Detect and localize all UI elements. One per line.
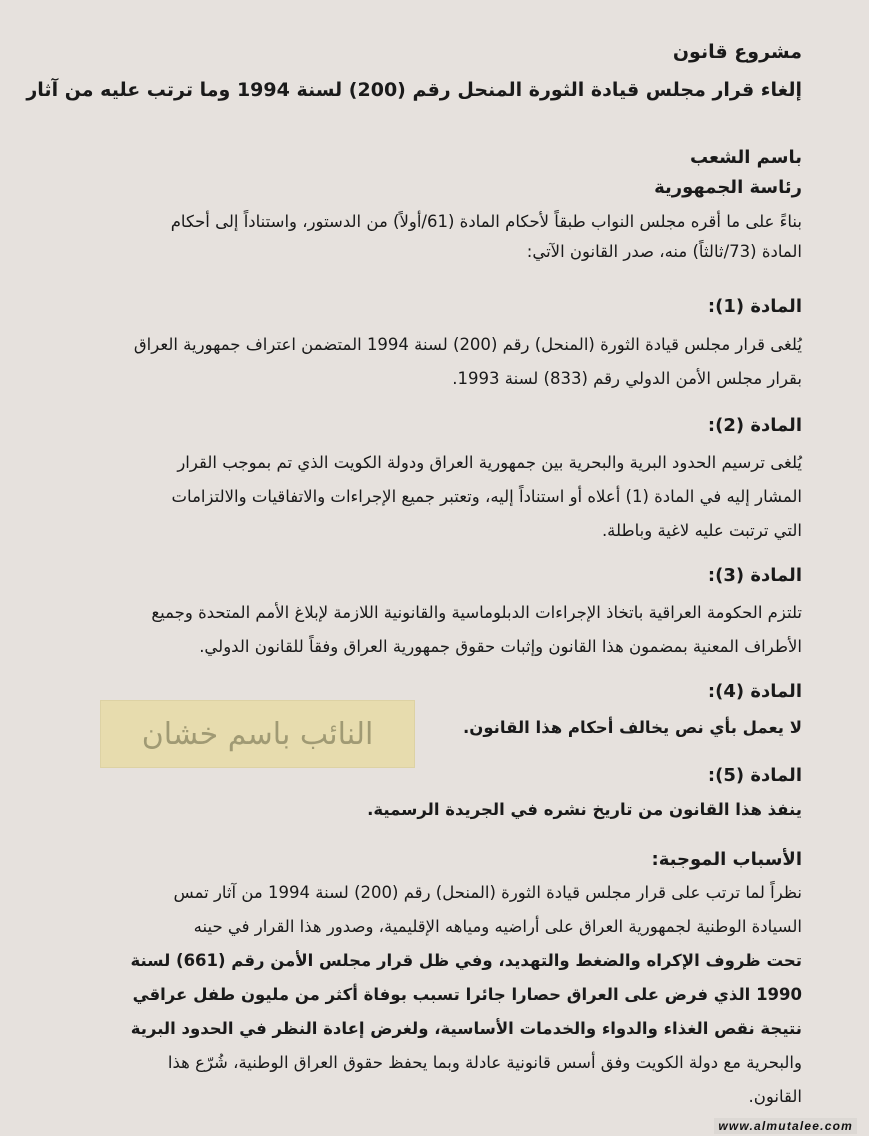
article-line: تلتزم الحكومة العراقية باتخاذ الإجراءات الدبلوماسية والقانونية اللازمة لإبلاغ الأمم المتحدة وجميع <box>151 603 802 622</box>
presidency-heading: رئاسة الجمهورية <box>654 177 802 198</box>
article-4-body: لا يعمل بأي نص يخالف أحكام هذا القانون. <box>462 718 802 737</box>
reasons-line: 1990 الذي فرض على العراق حصارا جائرا تسبب بوفاة أكثر من مليون طفل عراقي <box>132 985 802 1004</box>
article-5-body: ينفذ هذا القانون من تاريخ نشره في الجريدة الرسمية. <box>367 800 802 819</box>
justifying-reasons-heading: الأسباب الموجبة: <box>651 849 802 870</box>
source-watermark: www.almutalee.com <box>714 1118 857 1134</box>
reasons-line: والبحرية مع دولة الكويت وفق أسس قانونية عادلة وبما يحفظ حقوق العراق الوطنية، شُرّع هذا <box>167 1053 802 1072</box>
article-5-heading: المادة (5): <box>707 765 802 786</box>
article-3-heading: المادة (3): <box>707 565 802 586</box>
article-line: يُلغى قرار مجلس قيادة الثورة (المنحل) رقم (200) لسنة 1994 المتضمن اعتراف جمهورية العراق <box>133 335 802 354</box>
article-1-body <box>104 328 802 396</box>
mp-name-stamp <box>100 700 415 768</box>
article-3-body <box>104 596 802 664</box>
reasons-line: نتيجة نقص الغذاء والدواء والخدمات الأساسية، ولغرض إعادة النظر في الحدود البرية <box>130 1019 802 1038</box>
article-4-heading: المادة (4): <box>707 681 802 702</box>
preamble-line: المادة (73/ثالثاً) منه، صدر القانون الآتي: <box>526 242 802 261</box>
article-line: الأطراف المعنية بمضمون هذا القانون وإثبات حقوق جمهورية العراق وفقاً للقانون الدولي. <box>199 637 802 656</box>
preamble-text <box>104 205 802 269</box>
mp-name-text: النائب باسم خشان <box>141 716 374 752</box>
reasons-line: تحت ظروف الإكراه والضغط والتهديد، وفي ظل قرار مجلس الأمن رقم (661) لسنة <box>130 951 802 970</box>
justifying-reasons-body <box>104 876 802 1114</box>
bill-label: مشروع قانون <box>672 41 802 63</box>
preamble-line: بناءً على ما أقره مجلس النواب طبقاً لأحكام المادة (61/أولاً) من الدستور، واستناداً إلى أحكام <box>170 212 802 231</box>
article-2-heading: المادة (2): <box>707 415 802 436</box>
reasons-line: السيادة الوطنية لجمهورية العراق على أراضيه ومياهه الإقليمية، وصدور هذا القرار في حينه <box>193 917 802 936</box>
article-line: بقرار مجلس الأمن الدولي رقم (833) لسنة 1993. <box>452 369 802 388</box>
article-1-heading: المادة (1): <box>707 296 802 317</box>
bill-title: إلغاء قرار مجلس قيادة الثورة المنحل رقم (200) لسنة 1994 وما ترتب عليه من آثار <box>26 79 802 101</box>
in-the-name-of-the-people: باسم الشعب <box>689 147 802 168</box>
reasons-line: نظراً لما ترتب على قرار مجلس قيادة الثورة (المنحل) رقم (200) لسنة 1994 من آثار تمس <box>173 883 802 902</box>
article-line: يُلغى ترسيم الحدود البرية والبحرية بين جمهورية العراق ودولة الكويت الذي تم بموجب القرار <box>177 453 802 472</box>
article-line: المشار إليه في المادة (1) أعلاه أو استناداً إليه، وتعتبر جميع الإجراءات والاتفاقيات والالتزامات <box>171 487 802 506</box>
article-line: التي ترتبت عليه لاغية وباطلة. <box>601 521 802 540</box>
reasons-line: القانون. <box>748 1087 802 1106</box>
article-2-body <box>104 446 802 548</box>
